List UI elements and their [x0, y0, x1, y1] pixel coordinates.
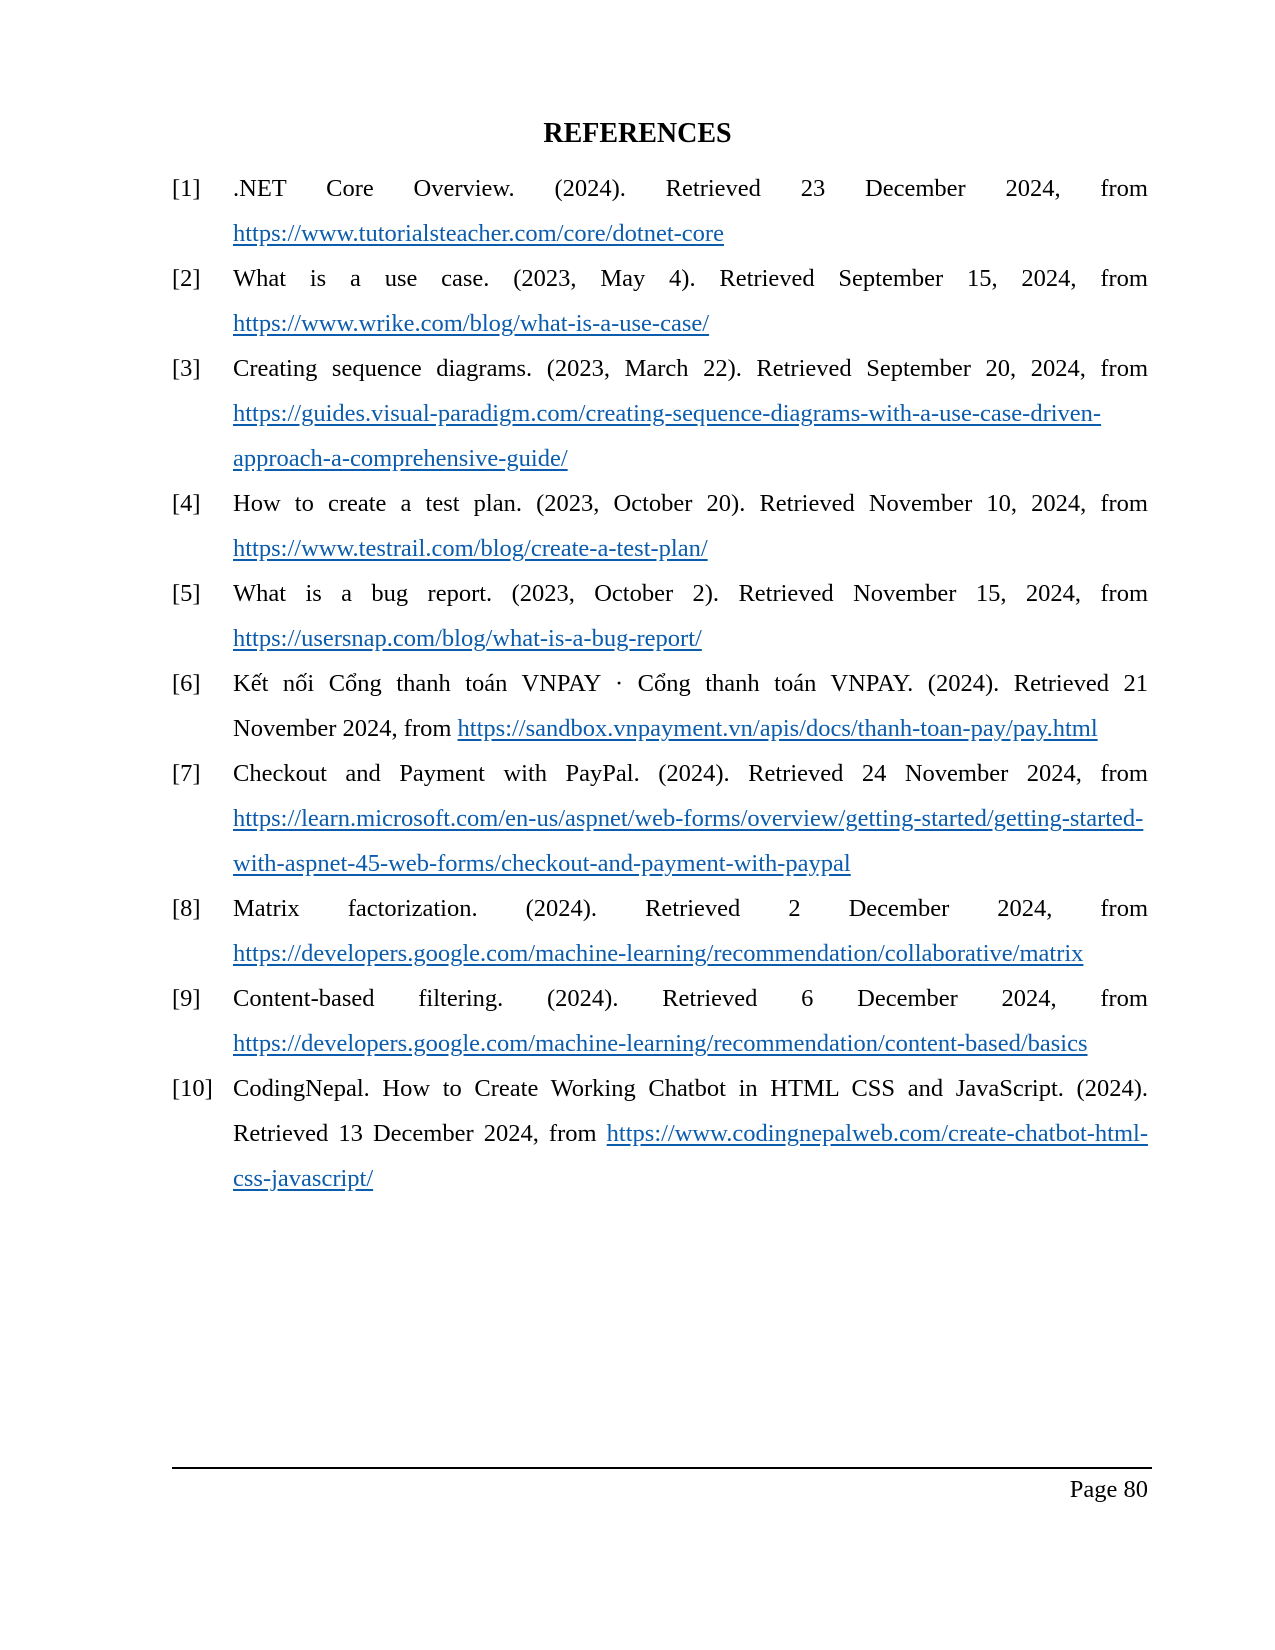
- reference-text: [233, 481, 1148, 571]
- reference-number: [9]: [172, 985, 201, 1012]
- reference-citation: Checkout and Payment with PayPal. (2024). Retrieved 24 November 2024, from: [233, 760, 1148, 787]
- reference-link[interactable]: https://www.testrail.com/blog/create-a-test-plan/: [233, 535, 708, 562]
- reference-citation: CodingNepal. How to Create Working Chatbot in HTML CSS and JavaScript. (2024). Retrieved 13 December 2024, from: [233, 1075, 1148, 1147]
- reference-link[interactable]: https://usersnap.com/blog/what-is-a-bug-report/: [233, 625, 702, 652]
- footer-divider: [172, 1467, 1152, 1469]
- reference-link[interactable]: https://developers.google.com/machine-learning/recommendation/collaborative/matrix: [233, 940, 1084, 967]
- page-number: Page 80: [1069, 1476, 1148, 1503]
- reference-citation: .NET Core Overview. (2024). Retrieved 23 December 2024, from: [233, 175, 1148, 202]
- reference-text: [233, 751, 1148, 886]
- reference-text: [233, 256, 1148, 346]
- reference-number: [3]: [172, 355, 201, 382]
- reference-item: [172, 751, 1148, 886]
- reference-link[interactable]: https://developers.google.com/machine-learning/recommendation/content-based/basics: [233, 1030, 1088, 1057]
- reference-link[interactable]: https://guides.visual-paradigm.com/creating-sequence-diagrams-with-a-use-case-driven-approach-a-comprehensive-guide/: [233, 400, 1102, 472]
- reference-list: [172, 166, 1148, 1201]
- reference-text: [233, 886, 1148, 976]
- reference-item: [172, 1066, 1148, 1201]
- reference-number: [5]: [172, 580, 201, 607]
- reference-number: [6]: [172, 670, 201, 697]
- reference-number: [1]: [172, 175, 201, 202]
- reference-link[interactable]: https://www.tutorialsteacher.com/core/dotnet-core: [233, 220, 724, 247]
- reference-link[interactable]: https://www.codingnepalweb.com/create-chatbot-html-css-javascript/: [233, 1120, 1148, 1192]
- reference-citation: How to create a test plan. (2023, October 20). Retrieved November 10, 2024, from: [233, 490, 1148, 517]
- reference-text: [233, 661, 1148, 751]
- reference-item: [172, 976, 1148, 1066]
- reference-number: [4]: [172, 490, 201, 517]
- reference-link[interactable]: https://www.wrike.com/blog/what-is-a-use-case/: [233, 310, 710, 337]
- reference-text: [233, 571, 1148, 661]
- reference-number: [8]: [172, 895, 201, 922]
- reference-item: [172, 346, 1148, 481]
- reference-text: [233, 166, 1148, 256]
- reference-item: [172, 481, 1148, 571]
- reference-citation: Content-based filtering. (2024). Retrieved 6 December 2024, from: [233, 985, 1148, 1012]
- reference-item: [172, 661, 1148, 751]
- reference-text: [233, 976, 1148, 1066]
- reference-link[interactable]: https://sandbox.vnpayment.vn/apis/docs/thanh-toan-pay/pay.html: [457, 715, 1098, 742]
- reference-item: [172, 256, 1148, 346]
- reference-text: [233, 1066, 1148, 1201]
- reference-citation: What is a use case. (2023, May 4). Retrieved September 15, 2024, from: [233, 265, 1148, 292]
- reference-citation: Creating sequence diagrams. (2023, March 22). Retrieved September 20, 2024, from: [233, 355, 1148, 382]
- reference-citation: What is a bug report. (2023, October 2). Retrieved November 15, 2024, from: [233, 580, 1148, 607]
- reference-item: [172, 166, 1148, 256]
- page-title: REFERENCES: [543, 118, 732, 149]
- reference-number: [7]: [172, 760, 201, 787]
- reference-number: [2]: [172, 265, 201, 292]
- reference-number: [10]: [172, 1075, 213, 1102]
- reference-citation: Matrix factorization. (2024). Retrieved 2 December 2024, from: [233, 895, 1148, 922]
- reference-link[interactable]: https://learn.microsoft.com/en-us/aspnet/web-forms/overview/getting-started/getting-started-with-aspnet-45-web-forms/checkout-and-payment-with-paypal: [233, 805, 1144, 877]
- reference-item: [172, 571, 1148, 661]
- reference-item: [172, 886, 1148, 976]
- reference-text: [233, 346, 1148, 481]
- reference-citation: Kết nối Cổng thanh toán VNPAY · Cổng thanh toán VNPAY. (2024). Retrieved 21 November 2024, from: [233, 670, 1148, 742]
